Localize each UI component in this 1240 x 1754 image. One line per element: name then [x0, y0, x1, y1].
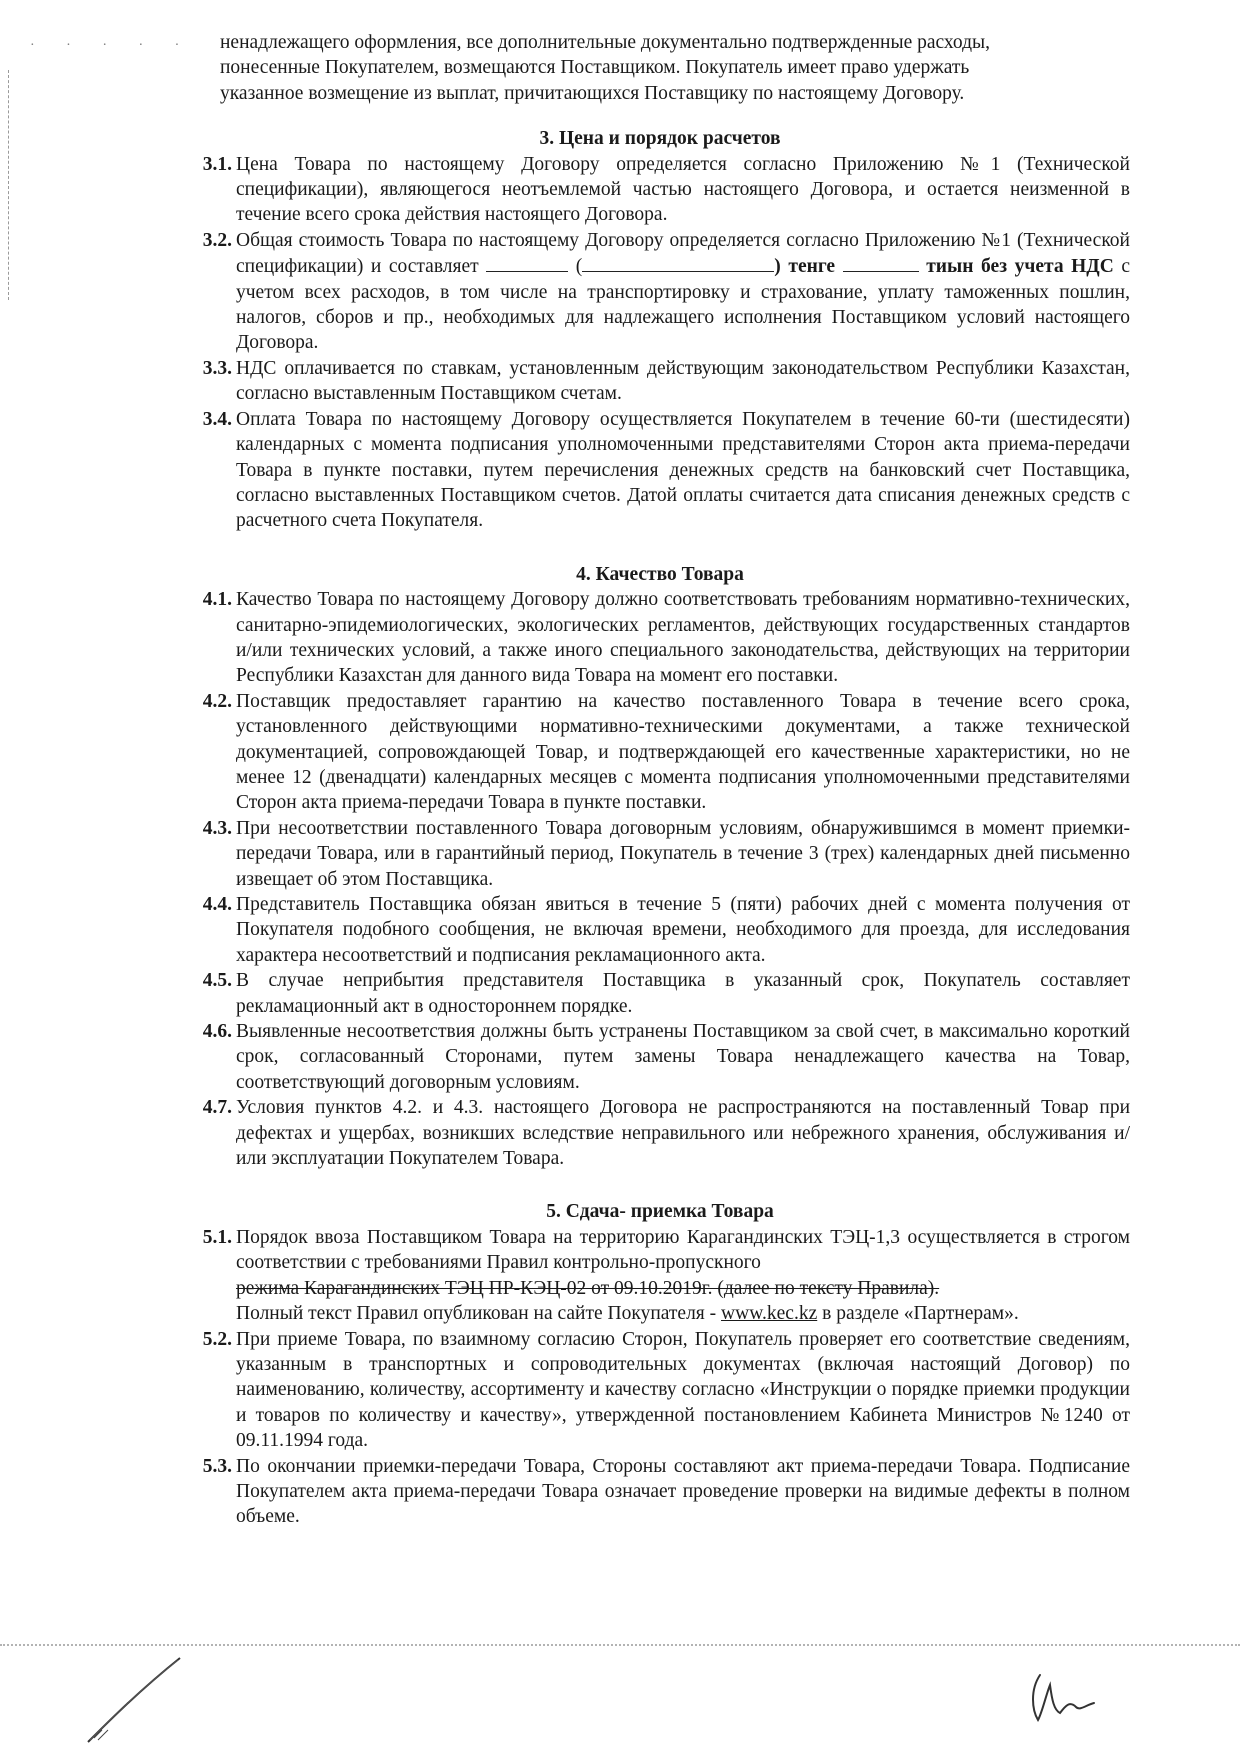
clause-text: Качество Товара по настоящему Договору должно соответствовать требованиям нормативно-технических, санитарно-эпидемиологических, экологических регламентов, действующих государственных стандартов и/или технических условий, а также иного специального законодательства, действующих на территории Республики Казахстан для данного вида Товара на момент его поставки. [236, 589, 1130, 687]
section-3 [190, 126, 1130, 534]
clause-text: При приеме Товара, по взаимному согласию Сторон, Покупатель проверяет его соответствие сведениям, указанным в транспортных и сопроводительных документах (включая настоящий Договор) по наименованию, количеству, ассортименту и качеству согласно «Инструкции о порядке приемки продукции и товаров по количеству и качеству», утвержденной постановлением Кабинета Министров №1240 от 09.11.1994 года. [236, 1328, 1130, 1452]
clause-4-5 [190, 968, 1130, 1019]
clause-4-3 [190, 816, 1130, 892]
section-heading: 5. Сдача- приемка Товара [546, 1201, 774, 1223]
clause-text: Представитель Поставщика обязан явиться в течение 5 (пяти) рабочих дней с момента получения от Покупателя подобного сообщения, не включая времени, необходимого для проезда, для исследования характера несоответствий и подписания рекламационного акта. [236, 894, 1130, 966]
scan-artifact-dots: · · · · · [30, 38, 194, 53]
clause-text [236, 228, 1130, 356]
currency-label: тенге [788, 256, 836, 278]
section-4 [190, 562, 1130, 1172]
struck-text: режима Карагандинских ТЭЦ ПР-КЭЦ-02 от 09.10.2019г. (далее по тексту Правила). [236, 1277, 940, 1299]
signature-right-initials [1020, 1665, 1110, 1735]
clause-text-part: Общая стоимость Товара по настоящему Договору определяется согласно Приложению №1 (Технической спецификации) и составляет [236, 229, 1130, 278]
clause-number: 4.3. [202, 817, 232, 839]
intro-paragraph [190, 30, 1130, 106]
clause-4-1 [190, 587, 1130, 689]
intro-line: указанное возмещение из выплат, причитающихся Поставщику по настоящему Договору. [220, 82, 965, 104]
clause-text: При несоответствии поставленного Товара договорным условиям, обнаружившимся в момент приемки-передачи Товара, или в гарантийный период, Покупатель в течение 3 (трех) календарных дней письменно извещает об этом Поставщика. [236, 817, 1130, 890]
clause-text: В случае неприбытия представителя Поставщика в указанный срок, Покупатель составляет рекламационный акт в одностороннем порядке. [236, 970, 1130, 1017]
clause-number: 4.6. [202, 1021, 232, 1043]
clause-text: НДС оплачивается по ставкам, установленным действующим законодательством Республики Казахстан, согласно выставленным Поставщиком счетам. [236, 357, 1130, 405]
clause-text: По окончании приемки-передачи Товара, Стороны составляют акт приема-передачи Товара. Подписание Покупателем акта приема-передачи Товара означает проведение проверки на видимые дефекты в полном объеме. [236, 1455, 1130, 1528]
clause-text-part: в разделе «Партнерам». [822, 1303, 1019, 1325]
intro-line: ненадлежащего оформления, все дополнительные документально подтвержденные расходы, [220, 32, 990, 53]
vat-note: тиын без учета НДС [926, 256, 1114, 278]
intro-line: понесенные Покупателем, возмещаются Поставщиком. Покупатель имеет право удержать [220, 57, 970, 79]
section-heading: 3. Цена и порядок расчетов [539, 128, 781, 150]
clause-number: 4.4. [202, 894, 232, 915]
amount-words-blank [582, 253, 774, 272]
clause-number: 4.5. [202, 970, 232, 992]
clause-number: 5.1. [202, 1226, 232, 1248]
clause-4-6 [190, 1019, 1130, 1095]
clause-3-3 [190, 356, 1130, 407]
clause-text: Поставщик предоставляет гарантию на качество поставленного Товара в течение всего срока, установленного действующими нормативно-техническими документами, а также технической документацией, сопровождающей Товар, и подтверждающей его качественные характеристики, но не менее 12 (двенадцати) календарных месяцев с момента подписания уполномоченными представителями Сторон акта приема-передачи Товара в пункте поставки. [236, 690, 1130, 814]
section-5 [190, 1199, 1130, 1529]
clause-4-2 [190, 689, 1130, 816]
document-body [190, 30, 1130, 1558]
clause-text: Условия пунктов 4.2. и 4.3. настоящего Договора не распространяются на поставленный Товар при дефектах и ущербах, возникших вследствие неправильного или небрежного хранения, обслуживания и/или эксплуатации Покупателем Товара. [236, 1097, 1130, 1170]
footer-dotted-line [0, 1644, 1240, 1648]
clause-number: 3.1. [202, 153, 232, 175]
clause-number: 5.2. [202, 1328, 232, 1350]
clause-number: 4.7. [202, 1097, 232, 1119]
signature-left-mark [80, 1650, 190, 1750]
clause-5-2 [190, 1327, 1130, 1454]
clause-text-part: Полный текст Правил опубликован на сайте Покупателя - [236, 1303, 717, 1325]
scan-margin-line [8, 70, 10, 300]
clause-number: 4.2. [202, 690, 232, 712]
clause-3-2 [190, 228, 1130, 356]
clause-text: Выявленные несоответствия должны быть устранены Поставщиком за свой счет, в максимально короткий срок, согласованный Сторонами, путем замены Товара ненадлежащего качества на Товар, соответствующий договорным условиям. [236, 1021, 1130, 1093]
tiyn-blank [843, 253, 919, 272]
clause-3-4 [190, 407, 1130, 534]
clause-3-1 [190, 152, 1130, 228]
amount-blank [486, 253, 568, 272]
open-paren: ( [575, 256, 583, 278]
close-paren: ) [774, 256, 781, 278]
clause-text: Цена Товара по настоящему Договору определяется согласно Приложению №1 (Технической спецификации), являющегося неотъемлемой частью настоящего Договора, и остается неизменной в течение всего срока действия настоящего Договора. [236, 153, 1130, 226]
clause-number: 3.2. [202, 229, 232, 251]
clause-number: 4.1. [202, 589, 232, 611]
clause-number: 5.3. [202, 1455, 232, 1477]
clause-text-part: с учетом всех расходов, в том числе на транспортировку и страхование, уплату таможенных пошлин, налогов, сборов и пр., необходимых для надлежащего исполнения Поставщиком условий настоящего Договора. [236, 256, 1131, 354]
clause-text: Порядок ввоза Поставщиком Товара на территорию Карагандинских ТЭЦ-1,3 осуществляется в строгом соответствии с требованиями Правил контрольно-пропускного [236, 1226, 1130, 1274]
clause-5-3 [190, 1454, 1130, 1530]
clause-number: 3.4. [202, 408, 232, 430]
clause-4-4 [190, 892, 1130, 968]
clause-number: 3.3. [202, 357, 232, 379]
website-link[interactable]: www.kec.kz [721, 1303, 818, 1325]
clause-5-1 [190, 1225, 1130, 1327]
clause-text [236, 1301, 1130, 1326]
clause-4-7 [190, 1095, 1130, 1171]
section-heading: 4. Качество Товара [576, 563, 744, 585]
clause-text: Оплата Товара по настоящему Договору осуществляется Покупателем в течение 60-ти (шестидесяти) календарных с момента подписания уполномоченными представителями Сторон акта приема-передачи Товара в пункте поставки, путем перечисления денежных средств на банковский счет Поставщика, согласно выставленных Поставщиком счетов. Датой оплаты считается дата списания денежных средств с расчетного счета Покупателя. [236, 408, 1130, 532]
